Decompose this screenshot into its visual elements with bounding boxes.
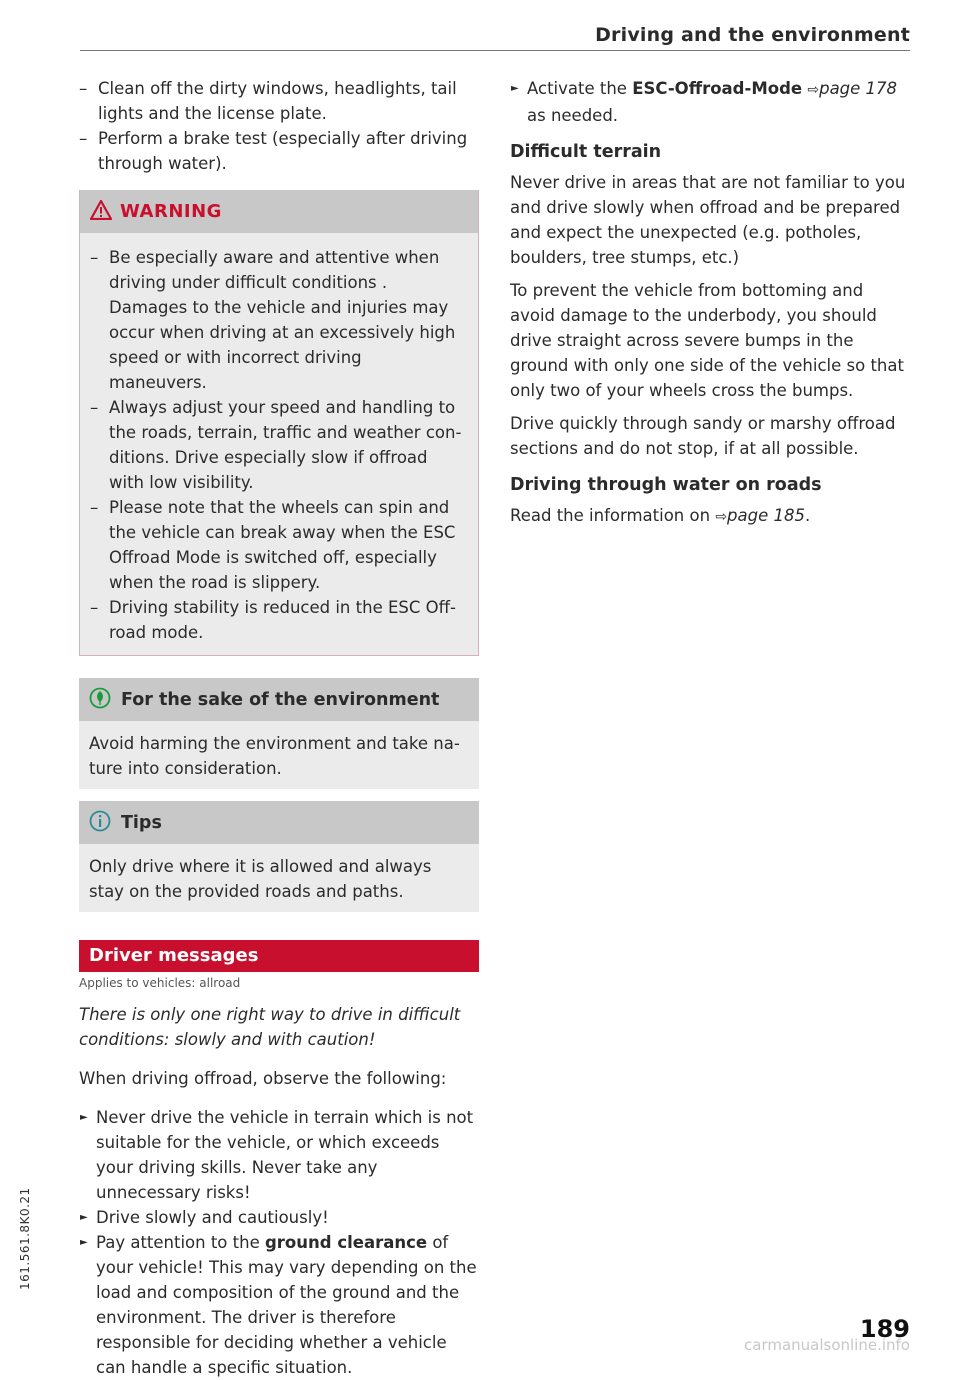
right-column [510, 76, 910, 530]
tips-header [79, 801, 479, 844]
difficult-terrain-heading: Difficult terrain [510, 142, 662, 162]
environment-text: Avoid harming the environment and take nature into consideration. [89, 734, 460, 778]
activate-text: as needed. [527, 106, 619, 125]
water-heading: Driving through water on roads [510, 475, 822, 495]
environment-header [79, 678, 479, 721]
page-reference-link[interactable]: page 178 [819, 79, 898, 98]
warning-header [80, 190, 478, 233]
water-text: Read the information on [510, 506, 716, 525]
lead-text: There is only one right way to drive in difficult conditions: slowly and with caution! [79, 1005, 461, 1049]
tips-title: Tips [121, 812, 162, 833]
paragraph [510, 503, 910, 530]
list-item [79, 1230, 479, 1380]
intro-list [79, 76, 479, 176]
tips-body [79, 844, 479, 912]
list-item: – Driving stability is reduced in the ESC Offroad mode. [90, 595, 464, 645]
paragraph: Drive quickly through sandy or marshy offroad sections and do not stop, if at all possible. [510, 414, 896, 458]
warning-body [80, 233, 478, 655]
warning-triangle-icon [90, 200, 112, 224]
activate-text: Activate the [527, 79, 633, 98]
list-item: – Please note that the wheels can spin and the vehicle can break away when the ESC Offroad Mode is switched off, especially when the road is slippery. [90, 495, 464, 595]
list-item: ► Never drive the vehicle in terrain which is not suitable for the vehicle, or which exceeds your driving skills. Never take any unnecessary risks! [79, 1105, 479, 1205]
tips-text: Only drive where it is allowed and always stay on the provided roads and paths. [89, 857, 432, 901]
list-item [510, 76, 910, 128]
section-heading: Driver messages [79, 940, 479, 972]
header-rule [80, 50, 910, 51]
paragraph: Never drive in areas that are not familiar to you and drive slowly when offroad and be prepared and expect the unexpected (e.g. potholes, boulders, tree stumps, etc.) [510, 173, 906, 267]
arrow-right-icon: ⇨ [807, 82, 820, 98]
running-header: Driving and the environment [595, 24, 910, 46]
info-icon [89, 810, 111, 836]
activate-emphasis: ESC-Offroad-Mode [632, 79, 803, 98]
water-text: . [805, 506, 811, 525]
applies-to: Applies to vehicles: allroad [79, 976, 241, 990]
page-number: 189 [859, 1315, 910, 1343]
warning-title: WARNING [120, 201, 222, 222]
list-item: – Perform a brake test (especially after driving through water). [79, 126, 479, 176]
page-reference-link[interactable]: page 185 [727, 506, 805, 525]
bullet-text: of your vehicle! This may vary depending on the load and composition of the ground and the environment. The driver is therefore responsible for deciding whether a vehicle can handle a specific situation. [96, 1233, 477, 1377]
environment-body [79, 721, 479, 789]
list-item: – Always adjust your speed and handling to the roads, terrain, traffic and weather conditions. Drive especially slow if offroad with low visibility. [90, 395, 464, 495]
environment-title: For the sake of the environment [121, 689, 440, 710]
observe-text: When driving offroad, observe the following: [79, 1069, 447, 1088]
bullet-emphasis: ground clearance [264, 1233, 428, 1252]
watermark: carmanualsonline.info [744, 1336, 910, 1354]
activate-list [510, 76, 910, 128]
document-code: 161.561.8K0.21 [18, 1187, 32, 1290]
tips-box [79, 801, 479, 912]
warning-box [79, 190, 479, 656]
list-item: ► Drive slowly and cautiously! [79, 1205, 479, 1230]
left-column [79, 76, 479, 1380]
environment-box [79, 678, 479, 789]
leaf-icon [89, 687, 111, 713]
paragraph: To prevent the vehicle from bottoming and avoid damage to the underbody, you should drive straight across severe bumps in the ground with only one side of the vehicle so that only two of your wheels cross the bumps. [510, 281, 904, 400]
list-item: – Be especially aware and attentive when driving under difficult conditions . Damages to the vehicle and injuries may occur when driving at an excessively high speed or with incorrect driving maneuvers. [90, 245, 464, 395]
offroad-list [79, 1105, 479, 1380]
arrow-right-icon: ⇨ [715, 509, 728, 525]
list-item: – Clean off the dirty windows, headlights, tail lights and the license plate. [79, 76, 479, 126]
warning-list [90, 245, 464, 645]
bullet-text: Pay attention to the [96, 1233, 265, 1252]
